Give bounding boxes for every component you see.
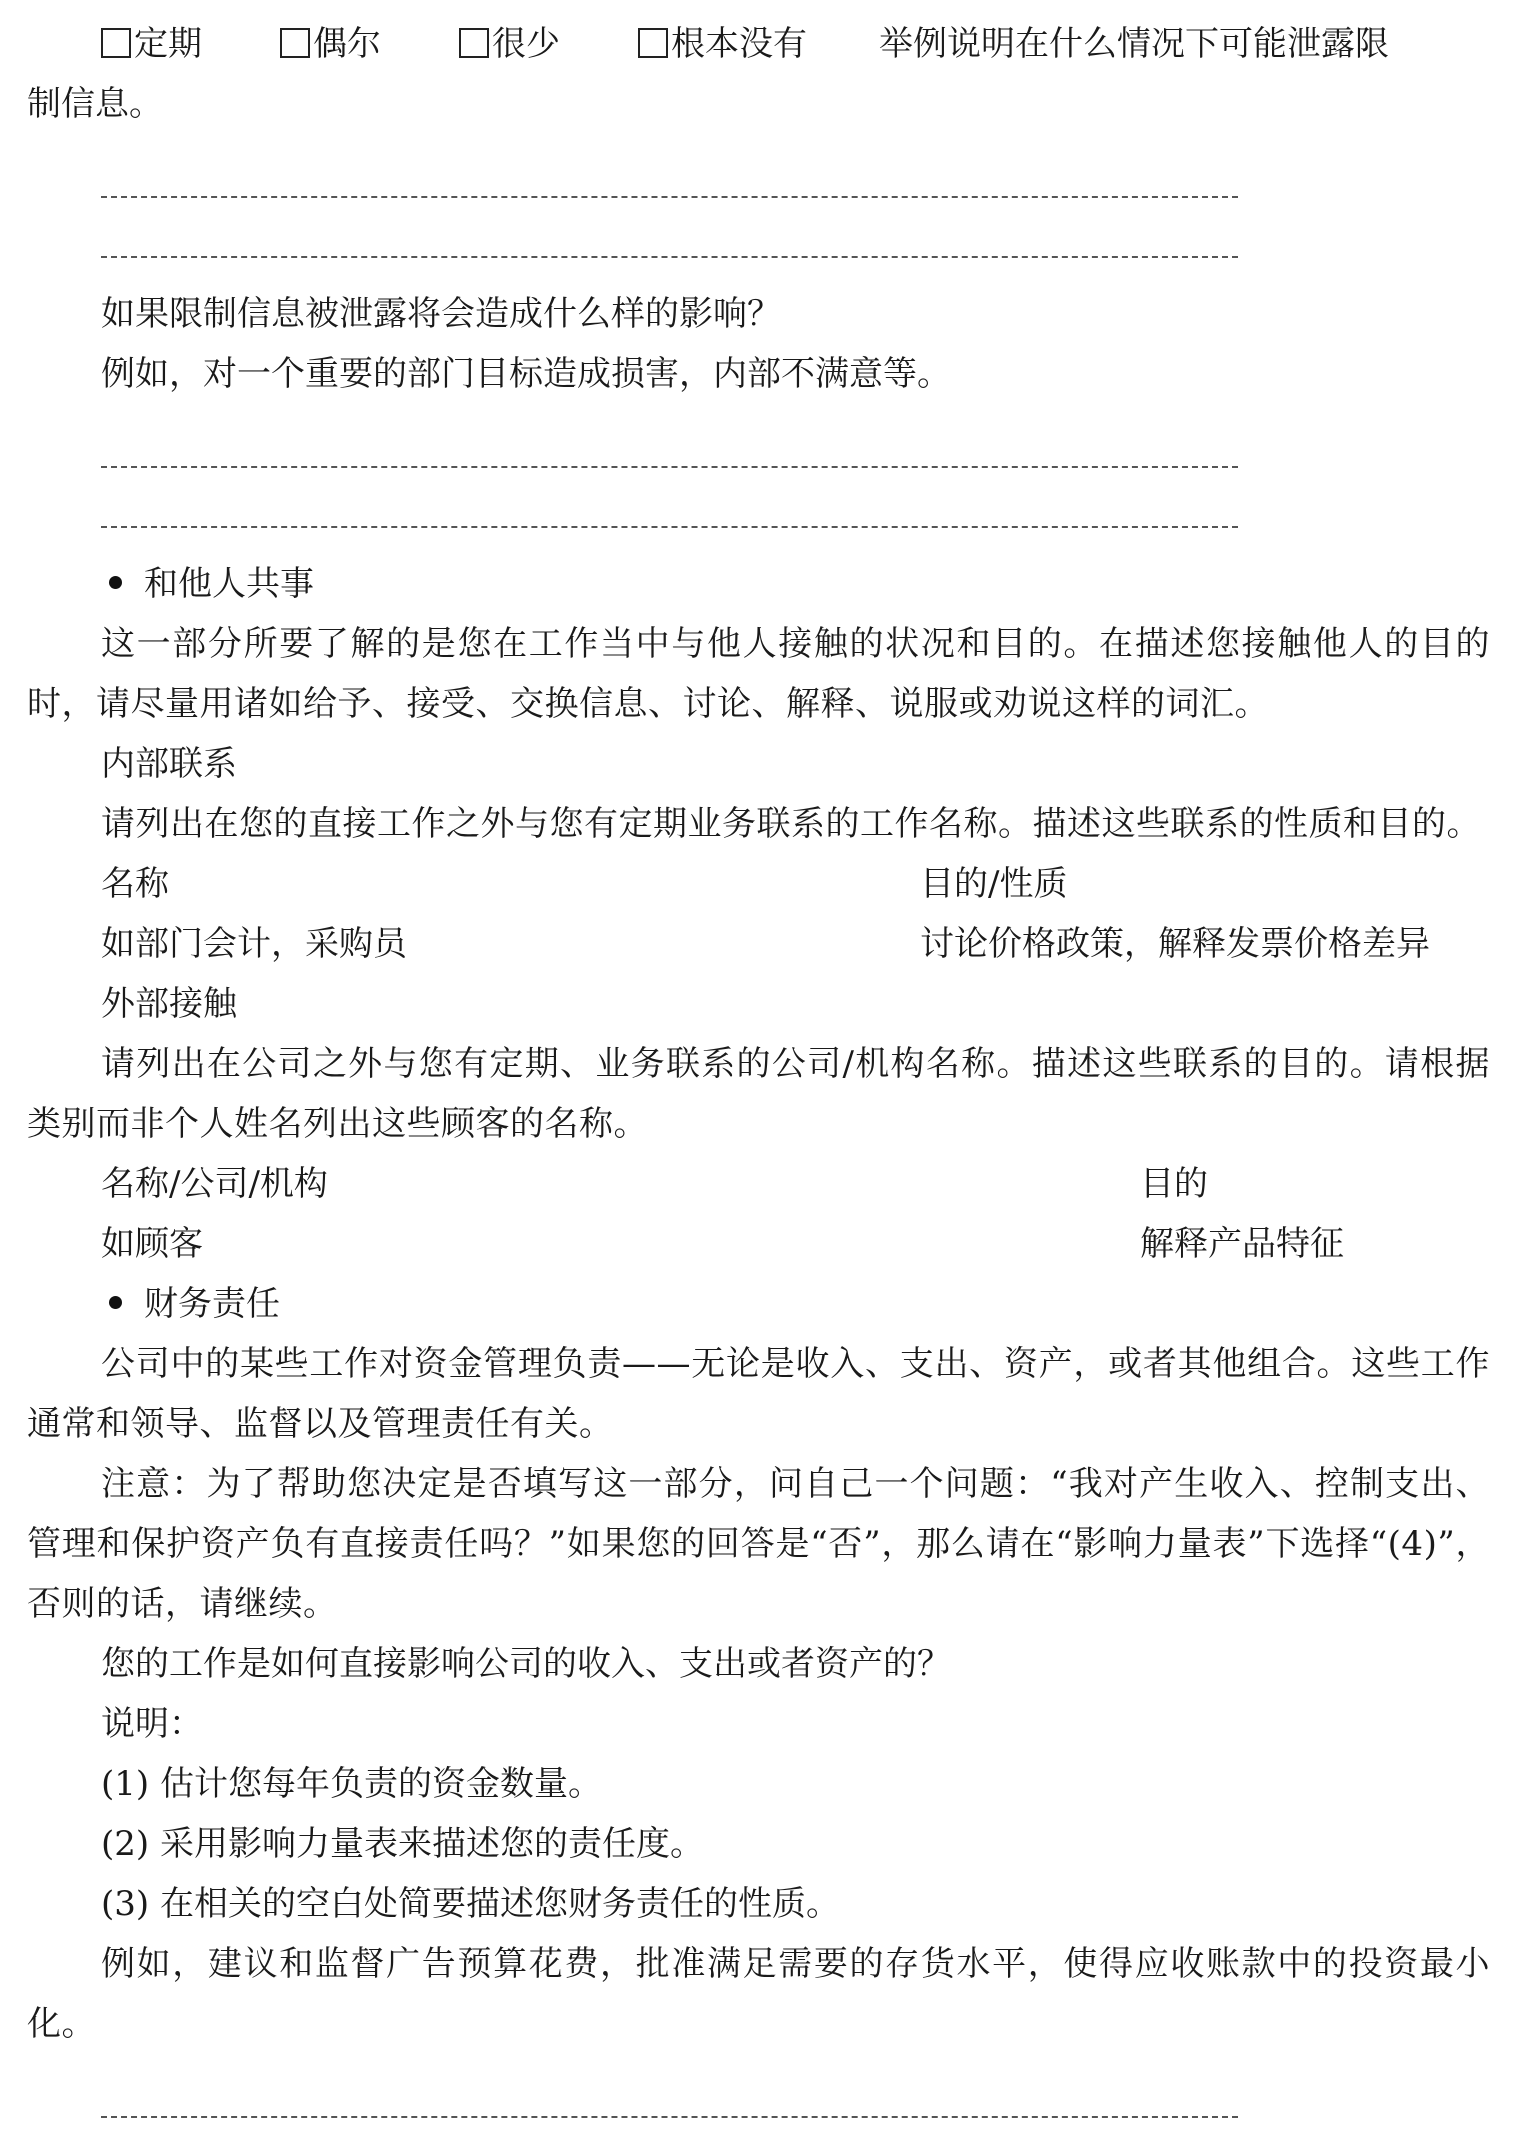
checkbox-icon[interactable]: [459, 28, 489, 58]
external-contacts-heading: 外部接触: [101, 984, 237, 1024]
example-purpose: 解释产品特征: [1140, 1224, 1344, 1264]
example-purpose: 讨论价格政策，解释发票价格差异: [920, 924, 1430, 964]
explain-step: (1) 估计您每年负责的资金数量。: [101, 1764, 602, 1804]
col-name-label: 名称: [101, 864, 169, 904]
bullet-icon: [109, 576, 122, 589]
answer-line[interactable]: [27, 494, 1490, 554]
section-heading-finance: 财务责任: [27, 1274, 1490, 1334]
example-name: 如部门会计，采购员: [101, 924, 407, 964]
leak-example-continuation: 制信息。: [27, 84, 163, 124]
explain-step: (3) 在相关的空白处简要描述您财务责任的性质。: [101, 1884, 840, 1924]
explain-label: 说明：: [101, 1704, 203, 1744]
external-table-example-row: [27, 1214, 1490, 1274]
leak-example-prompt: 举例说明在什么情况下可能泄露限: [879, 24, 1389, 64]
internal-table-example-row: [27, 914, 1490, 974]
answer-line[interactable]: [27, 224, 1490, 284]
internal-contacts-desc: 请列出在您的直接工作之外与您有定期业务联系的工作名称。描述这些联系的性质和目的。: [101, 804, 1481, 844]
finance-note: 注意：为了帮助您决定是否填写这一部分，问自己一个问题：“我对产生收入、控制支出、管理和保护资产负有直接责任吗？”如果您的回答是“否”，那么请在“影响力量表”下选择“(4)”，否则的话，请继续。: [27, 1464, 1490, 1624]
finance-question: 您的工作是如何直接影响公司的收入、支出或者资产的？: [101, 1644, 951, 1684]
frequency-options: [27, 14, 1490, 74]
document-page: [27, 0, 1490, 2144]
col-purpose-label: 目的: [1140, 1164, 1208, 1204]
checkbox-icon[interactable]: [638, 28, 668, 58]
option-occasionally[interactable]: 偶尔: [280, 14, 381, 74]
answer-line[interactable]: [27, 434, 1490, 494]
impact-question: 如果限制信息被泄露将会造成什么样的影响？: [101, 294, 781, 334]
checkbox-icon[interactable]: [101, 28, 131, 58]
answer-line[interactable]: [27, 2084, 1490, 2144]
option-never[interactable]: 根本没有: [638, 14, 807, 74]
internal-table-header: [27, 854, 1490, 914]
section-heading-others: 和他人共事: [27, 554, 1490, 614]
answer-line[interactable]: [27, 164, 1490, 224]
impact-example: 例如，对一个重要的部门目标造成损害，内部不满意等。: [101, 354, 951, 394]
finance-example: 例如，建议和监督广告预算花费，批准满足需要的存货水平，使得应收账款中的投资最小化。: [27, 1944, 1490, 2044]
option-rarely[interactable]: 很少: [459, 14, 560, 74]
bullet-icon: [109, 1296, 122, 1309]
section-intro-finance: 公司中的某些工作对资金管理负责——无论是收入、支出、资产，或者其他组合。这些工作通常和领导、监督以及管理责任有关。: [27, 1344, 1490, 1444]
explain-step: (2) 采用影响力量表来描述您的责任度。: [101, 1824, 704, 1864]
example-name: 如顾客: [101, 1224, 203, 1264]
internal-contacts-heading: 内部联系: [101, 744, 237, 784]
section-intro-others: 这一部分所要了解的是您在工作当中与他人接触的状况和目的。在描述您接触他人的目的时，请尽量用诸如给予、接受、交换信息、讨论、解释、说服或劝说这样的词汇。: [27, 624, 1490, 724]
col-name-label: 名称/公司/机构: [101, 1164, 328, 1204]
checkbox-icon[interactable]: [280, 28, 310, 58]
external-contacts-desc: 请列出在公司之外与您有定期、业务联系的公司/机构名称。描述这些联系的目的。请根据类别而非个人姓名列出这些顾客的名称。: [27, 1044, 1490, 1144]
col-purpose-label: 目的/性质: [920, 864, 1068, 904]
external-table-header: [27, 1154, 1490, 1214]
option-regular[interactable]: 定期: [101, 14, 202, 74]
